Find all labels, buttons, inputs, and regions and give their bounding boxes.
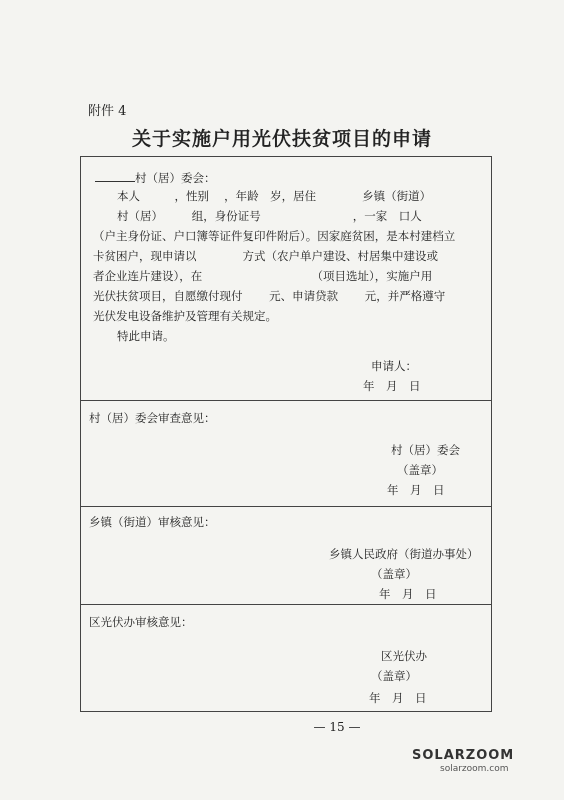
district-date: 年 月 日 [369,691,427,705]
village-seal: （盖章） [397,463,443,477]
page-title: 关于实施户用光伏扶贫项目的申请 [131,128,432,150]
applicant-signature: 申请人： [371,359,417,373]
body-line: （户主身份证、户口簿等证件复印件附后）。因家庭贫困，是本村建档立 [93,229,456,243]
applicant-info-line: 本人 ，性别 ，年龄 岁，居住 乡镇（街道） [117,189,432,203]
district-review-label: 区光伏办审核意见： [89,615,193,629]
town-review-label: 乡镇（街道）审核意见： [89,515,216,529]
page-number: — 15 — [313,720,361,734]
attachment-label: 附件 4 [88,104,127,119]
town-org: 乡镇人民政府（街道办事处） [329,547,479,561]
body-line: 光伏发电设备维护及管理有关规定。 [93,309,277,323]
village-committee-line: 村（居）委会： [95,171,216,185]
town-review-section [81,507,491,605]
town-seal: （盖章） [371,567,417,581]
village-org: 村（居）委会 [391,443,460,457]
watermark-logo: SOLARZOOM [412,748,515,763]
town-date: 年 月 日 [379,587,437,601]
village-date: 年 月 日 [387,483,445,497]
district-org: 区光伏办 [381,649,427,663]
district-seal: （盖章） [371,669,417,683]
village-blank [95,171,135,182]
closing-line: 特此申请。 [117,329,175,343]
village-review-section [81,401,491,507]
application-section [81,157,491,401]
body-line: 光伏扶贫项目，自愿缴付现付 元、申请贷款 元，并严格遵守 [93,289,446,303]
id-info-line: 村（居） 组，身份证号 ，一家 口人 [117,209,422,223]
body-line: 卡贫困户，现申请以 方式（农户单户建设、村居集中建设或 [93,249,438,263]
district-review-section [81,605,491,711]
body-line: 者企业连片建设），在 （项目选址），实施户用 [93,269,433,283]
watermark-url: solarzoom.com [440,764,509,774]
application-date: 年 月 日 [363,379,421,393]
application-form [80,156,492,712]
village-review-label: 村（居）委会审查意见： [89,411,216,425]
